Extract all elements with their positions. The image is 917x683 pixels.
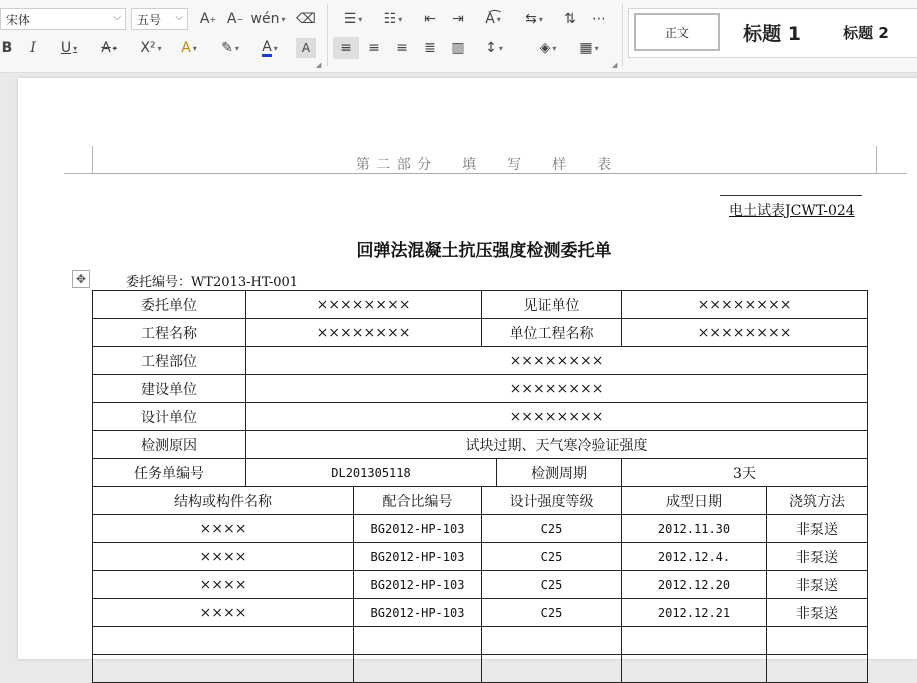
specimen-header-date: 成型日期 — [622, 487, 767, 515]
paragraph-dialog-launcher-icon[interactable]: ◢ — [612, 61, 618, 69]
align-center-icon[interactable]: ≡ — [368, 40, 380, 56]
table-row — [93, 431, 868, 459]
bold-icon[interactable]: B — [1, 40, 13, 56]
specimen-structure[interactable] — [93, 627, 354, 655]
specimen-method[interactable]: 非泵送 — [767, 571, 868, 599]
clear-format-icon[interactable]: ⌫ — [296, 11, 316, 27]
table-row — [93, 459, 868, 487]
bullets-icon[interactable]: ☰ ▾ — [343, 11, 363, 27]
style-heading2[interactable] — [826, 13, 906, 51]
table-row — [93, 403, 868, 431]
specimen-date[interactable]: 2012.12.4. — [622, 543, 767, 571]
specimen-structure[interactable]: ×××× — [93, 571, 354, 599]
specimen-structure[interactable]: ×××× — [93, 515, 354, 543]
table-row — [93, 599, 868, 627]
specimen-header-method: 浇筑方法 — [767, 487, 868, 515]
design-unit-label: 设计单位 — [93, 403, 246, 431]
text-effect-icon[interactable]: A ▾ — [181, 40, 197, 56]
witness-unit-label: 见证单位 — [482, 291, 622, 319]
specimen-structure[interactable]: ×××× — [93, 543, 354, 571]
shrink-font-icon[interactable]: A − — [226, 11, 244, 27]
table-row — [93, 543, 868, 571]
specimen-method[interactable]: 非泵送 — [767, 599, 868, 627]
distributed-icon[interactable]: ▥ — [451, 40, 465, 56]
specimen-method[interactable]: 非泵送 — [767, 515, 868, 543]
specimen-grade[interactable]: C25 — [482, 571, 622, 599]
project-name-label: 工程名称 — [93, 319, 246, 347]
specimen-date[interactable] — [622, 627, 767, 655]
form-code-rule — [720, 195, 862, 196]
superscript-icon[interactable]: X² ▾ — [140, 40, 162, 56]
table-row — [93, 571, 868, 599]
font-size-combo[interactable] — [131, 8, 188, 30]
task-no-value[interactable]: DL201305118 — [246, 459, 497, 487]
build-unit-label: 建设单位 — [93, 375, 246, 403]
specimen-mix[interactable]: BG2012-HP-103 — [354, 599, 482, 627]
commission-number[interactable]: 委托编号：WT2013-HT-001 — [126, 275, 299, 290]
period-value[interactable]: 3天 — [622, 459, 868, 487]
sort-direction-icon[interactable]: ⇆ ▾ — [525, 11, 543, 27]
page-header-text[interactable]: 第 二 部 分 填 写 样 表 — [355, 157, 613, 173]
ribbon-toolbar — [0, 0, 917, 73]
specimen-grade[interactable] — [482, 627, 622, 655]
chevron-down-icon: ⌵ — [113, 12, 121, 23]
project-part-label: 工程部位 — [93, 347, 246, 375]
font-name-value: 宋体 — [6, 12, 31, 27]
specimen-method[interactable]: 非泵送 — [767, 543, 868, 571]
show-marks-icon[interactable]: ⋯ — [592, 11, 606, 27]
margin-corner-mark — [876, 146, 907, 174]
phonetic-guide-icon[interactable]: wén ▾ — [250, 11, 286, 27]
specimen-header-mix: 配合比编号 — [354, 487, 482, 515]
specimen-structure[interactable]: ×××× — [93, 599, 354, 627]
strikethrough-icon[interactable]: A ▾ — [101, 40, 117, 56]
table-row — [93, 375, 868, 403]
numbering-icon[interactable]: ☷ ▾ — [383, 11, 403, 27]
text-direction-icon[interactable]: A͡ ▾ — [485, 11, 501, 27]
increase-indent-icon[interactable]: ⇥ — [452, 11, 464, 27]
period-label: 检测周期 — [497, 459, 622, 487]
build-unit-value[interactable]: ×××××××× — [246, 375, 868, 403]
specimen-date[interactable]: 2012.12.21 — [622, 599, 767, 627]
specimen-mix[interactable] — [354, 627, 482, 655]
specimen-header-grade: 设计强度等级 — [482, 487, 622, 515]
form-code[interactable]: 电土试表JCWT-024 — [729, 203, 855, 219]
justify-icon[interactable]: ≣ — [424, 40, 436, 56]
table-row — [93, 515, 868, 543]
shading-icon[interactable]: ◈ ▾ — [539, 40, 557, 56]
unit-project-value[interactable]: ×××××××× — [622, 319, 868, 347]
margin-corner-mark — [64, 146, 93, 174]
highlight-icon[interactable]: ✎ ▾ — [221, 40, 239, 56]
design-unit-value[interactable]: ×××××××× — [246, 403, 868, 431]
align-left-icon[interactable]: ≡ — [333, 37, 359, 59]
font-size-value: 五号 — [137, 12, 162, 27]
specimen-grade[interactable]: C25 — [482, 599, 622, 627]
align-right-icon[interactable]: ≡ — [396, 40, 408, 56]
sort-icon[interactable]: ⇅ — [564, 11, 576, 27]
specimen-date[interactable]: 2012.11.30 — [622, 515, 767, 543]
project-name-value[interactable]: ×××××××× — [246, 319, 482, 347]
witness-unit-value[interactable]: ×××××××× — [622, 291, 868, 319]
style-heading1[interactable] — [730, 13, 814, 51]
chevron-down-icon: ⌵ — [175, 12, 183, 23]
specimen-date[interactable]: 2012.12.20 — [622, 571, 767, 599]
reason-value[interactable]: 试块过期、天气寒冷验证强度 — [246, 431, 868, 459]
header-rule — [92, 173, 876, 174]
entrust-unit-label: 委托单位 — [93, 291, 246, 319]
borders-icon[interactable]: ▦ ▾ — [579, 40, 599, 56]
unit-project-label: 单位工程名称 — [482, 319, 622, 347]
specimen-mix[interactable]: BG2012-HP-103 — [354, 571, 482, 599]
italic-icon[interactable]: I — [30, 40, 36, 56]
style-heading2-label: 标题 2 — [843, 23, 889, 42]
specimen-method[interactable] — [767, 627, 868, 655]
form-title[interactable]: 回弹法混凝土抗压强度检测委托单 — [356, 241, 612, 261]
commission-table[interactable] — [92, 290, 868, 683]
task-no-label: 任务单编号 — [93, 459, 246, 487]
table-row — [93, 319, 868, 347]
font-name-combo[interactable] — [0, 8, 126, 30]
table-row — [93, 487, 868, 515]
specimen-grade[interactable]: C25 — [482, 515, 622, 543]
specimen-rows — [93, 515, 868, 683]
font-dialog-launcher-icon[interactable]: ◢ — [316, 61, 322, 69]
specimen-mix[interactable]: BG2012-HP-103 — [354, 543, 482, 571]
table-row — [93, 627, 868, 655]
style-normal-label: 正文 — [664, 25, 689, 40]
entrust-unit-value[interactable]: ×××××××× — [246, 291, 482, 319]
style-normal[interactable] — [634, 13, 720, 51]
font-color-icon[interactable]: A ▾ — [262, 38, 278, 55]
grow-font-icon[interactable]: A + — [199, 11, 217, 27]
specimen-header-structure: 结构或构件名称 — [93, 487, 354, 515]
specimen-mix[interactable]: BG2012-HP-103 — [354, 515, 482, 543]
table-row — [93, 347, 868, 375]
char-shading-icon[interactable]: A — [296, 38, 316, 58]
table-row — [93, 291, 868, 319]
reason-label: 检测原因 — [93, 431, 246, 459]
style-heading1-label: 标题 1 — [743, 22, 801, 45]
ribbon-separator — [327, 4, 328, 66]
table-move-handle-icon[interactable]: ✥ — [72, 270, 90, 288]
underline-icon[interactable]: U ▾ — [60, 40, 78, 56]
project-part-value[interactable]: ×××××××× — [246, 347, 868, 375]
line-spacing-icon[interactable]: ↕ ▾ — [485, 40, 503, 56]
specimen-grade[interactable]: C25 — [482, 543, 622, 571]
decrease-indent-icon[interactable]: ⇤ — [424, 11, 436, 27]
ribbon-separator — [622, 4, 623, 66]
